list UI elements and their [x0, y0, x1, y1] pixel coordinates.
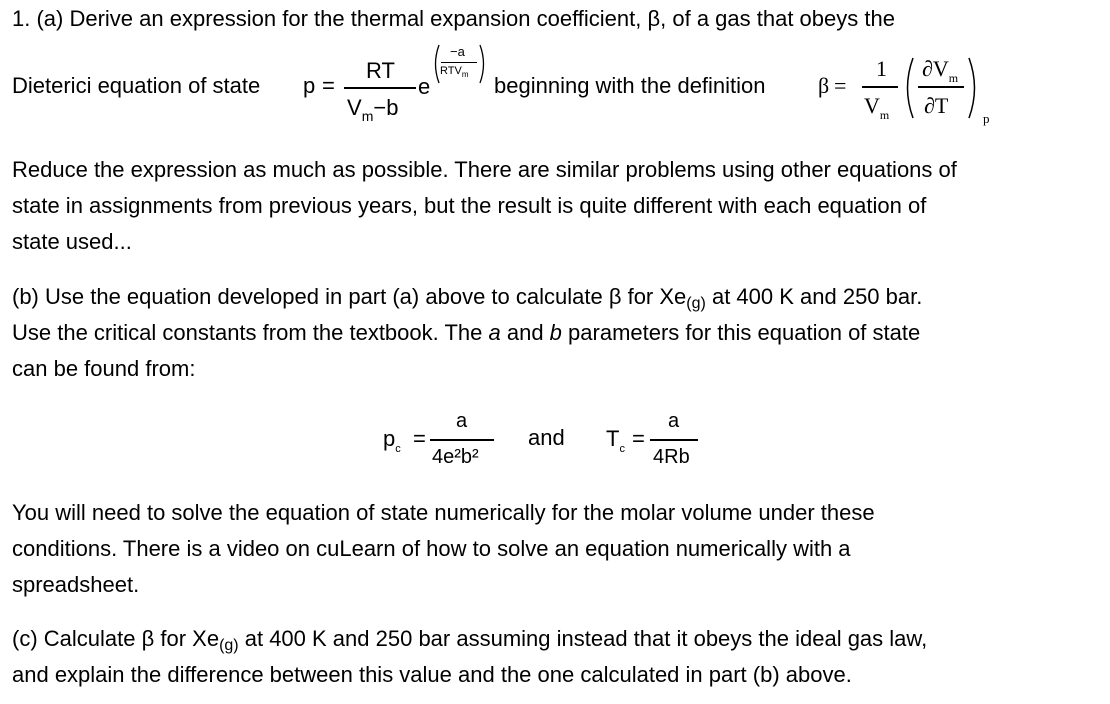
part-c-line-1-post: at 400 K and 250 bar assuming instead that it obeys the ideal gas law, [238, 626, 928, 651]
eos-numerator: RT [366, 58, 395, 83]
part-a-line-1: 1. (a) Derive an expression for the thermal expansion coefficient, β, of a gas that obeys the [12, 6, 895, 31]
part-a-para-line-2: state in assignments from previous years, but the result is quite different with each equation of [12, 193, 927, 218]
def-vm-sub: m [879, 108, 890, 122]
pc-symbol [383, 426, 401, 455]
part-b-line-3: can be found from: [12, 356, 196, 381]
vm-sub: m [361, 108, 374, 124]
minus-b: −b [373, 95, 399, 120]
tc-fraction-bar [650, 439, 698, 441]
param-b: b [549, 320, 562, 345]
part-b-and-word: and [500, 320, 550, 345]
part-c-line-1 [12, 626, 927, 652]
def-inner-bar [918, 86, 964, 88]
part-b-line-2 [12, 320, 920, 346]
exp-left-paren [432, 44, 440, 84]
part-c-line-2: and explain the difference between this value and the one calculated in part (b) above. [12, 662, 852, 687]
part-c-line-1-pre: (c) Calculate β for Xe [12, 626, 220, 651]
tc-numerator: a [668, 410, 680, 432]
part-b-para-line-3: spreadsheet. [12, 572, 140, 597]
def-p-sub: p [983, 111, 990, 126]
tc-t: T [606, 426, 620, 451]
param-a: a [488, 320, 501, 345]
pc-equals: = [413, 426, 426, 451]
def-one: 1 [876, 56, 887, 81]
part-b-gas-sub: (g) [686, 295, 706, 312]
vm-v: V [347, 95, 362, 120]
part-b-para-line-1: You will need to solve the equation of state numerically for the molar volume under these [12, 500, 875, 525]
exp-right-paren [479, 44, 487, 84]
beta-equals: = [834, 73, 847, 98]
pc-p: p [383, 426, 396, 451]
part-b-line-2-post: parameters for this equation of state [561, 320, 921, 345]
beta-symbol: β [818, 73, 830, 98]
def-dv [922, 56, 959, 85]
tc-symbol [606, 426, 625, 455]
tc-sub: c [619, 443, 625, 455]
exp-base: e [418, 74, 431, 99]
exp-rtv: RTV [440, 65, 462, 77]
beginning-text: beginning with the definition [494, 73, 766, 98]
tc-equals: = [632, 426, 645, 451]
def-dv-text: ∂V [922, 56, 949, 81]
pc-denominator: 4e²b² [432, 446, 479, 468]
def-dv-sub: m [948, 71, 959, 85]
part-a-para-line-1: Reduce the expression as much as possible. There are similar problems using other equations of [12, 157, 957, 182]
part-b-line-1 [12, 284, 922, 310]
def-dt: ∂T [924, 93, 949, 118]
exp-fraction-bar [441, 62, 477, 63]
part-b-line-2-pre: Use the critical constants from the textbook. The [12, 320, 489, 345]
def-vm [864, 93, 890, 122]
eos-fraction-bar [344, 87, 416, 89]
eos-prefix: Dieterici equation of state [12, 73, 261, 98]
def-vm-v: V [864, 93, 880, 118]
def-left-paren [902, 57, 914, 119]
part-a-para-line-3: state used... [12, 229, 132, 254]
def-right-paren [968, 57, 980, 119]
eos-denominator [347, 95, 399, 124]
part-c-gas-sub: (g) [219, 637, 239, 654]
part-b-para-line-2: conditions. There is a video on cuLearn of how to solve an equation numerically with a [12, 536, 851, 561]
eos-equals: = [322, 73, 335, 98]
and-text: and [528, 425, 565, 450]
exp-denominator [440, 65, 468, 77]
eos-p: p [303, 73, 316, 98]
def-outer-bar [862, 86, 898, 88]
pc-numerator: a [456, 410, 468, 432]
part-b-line-1-post: at 400 K and 250 bar. [705, 284, 923, 309]
exp-numerator: −a [450, 44, 465, 59]
pc-sub: c [395, 443, 401, 455]
pc-fraction-bar [430, 439, 494, 441]
part-b-line-1-pre: (b) Use the equation developed in part (a) above to calculate β for Xe [12, 284, 687, 309]
exp-m-sub: m [461, 70, 469, 79]
tc-denominator: 4Rb [653, 446, 690, 468]
